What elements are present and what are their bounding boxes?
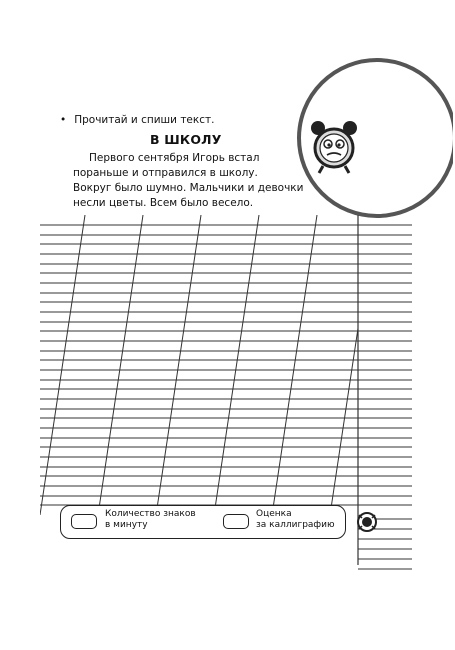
page-badge-icon [356,511,378,533]
text-title: В ШКОЛУ [150,132,222,147]
text-line: пораньше и отправился в школу. [73,167,258,179]
grade-label-line: за каллиграфию [256,520,335,530]
instruction-text: Прочитай и спиши текст. [74,114,215,126]
slant-line [156,215,201,515]
slant-line [388,215,433,515]
bullet-icon: • [60,114,67,126]
text-line: Первого сентября Игорь встал [89,152,260,164]
slant-line [446,215,455,515]
slant-line [40,215,85,515]
slant-line [214,215,259,515]
speed-label-line: в минуту [105,520,148,530]
text-line: Вокруг было шумно. Мальчики и девочки [73,182,304,194]
slant-line [98,215,143,515]
speed-score-box[interactable] [71,514,97,529]
speed-label-line: Количество знаков [105,509,196,519]
speed-label [105,509,196,531]
slant-line [330,215,375,515]
grade-label-line: Оценка [256,509,292,519]
text-line: несли цветы. Всем было весело. [73,197,254,209]
calligraphy-grade-box[interactable] [223,514,249,529]
assessment-panel [60,505,346,539]
grade-label [256,509,335,531]
slant-line [272,215,317,515]
